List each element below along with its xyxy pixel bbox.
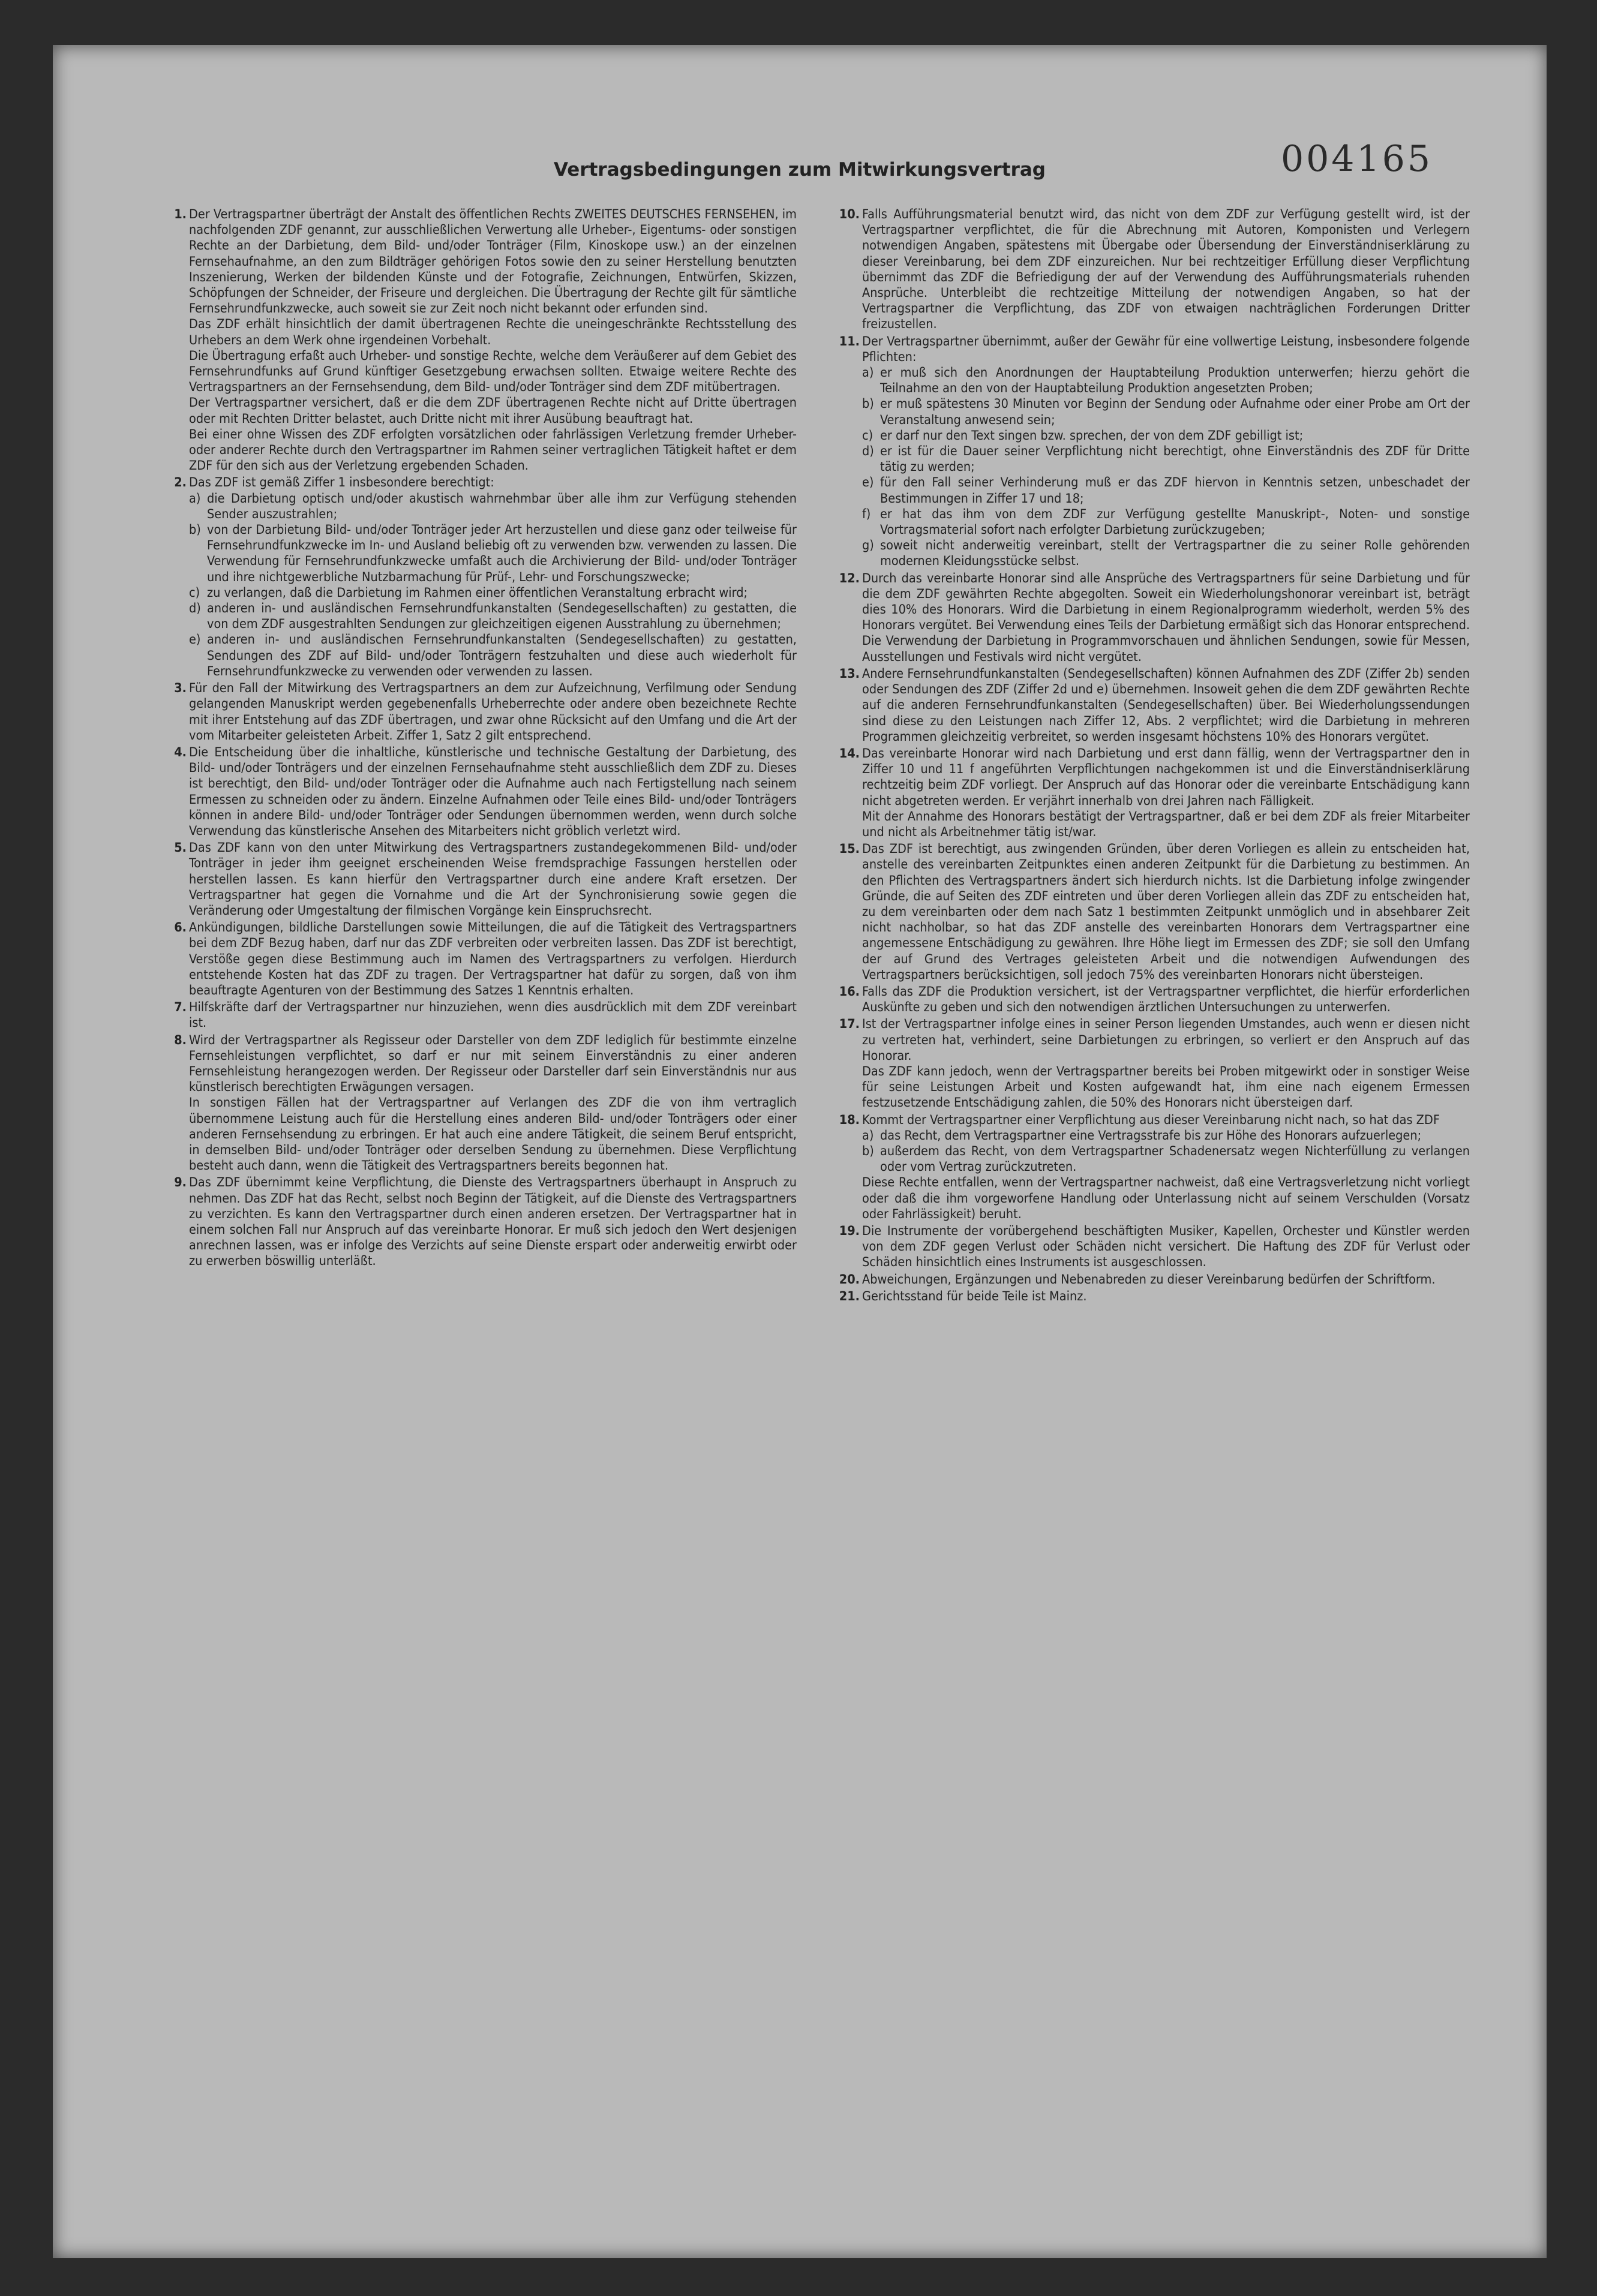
subitem-label: d) <box>862 444 874 459</box>
clause-15 <box>831 842 1470 983</box>
clause-number: 18. <box>839 1112 860 1128</box>
subitem-label: c) <box>862 428 873 443</box>
left-column <box>158 207 797 1271</box>
clause-4 <box>158 745 797 839</box>
clause-paragraph: Der Vertragspartner versichert, daß er die dem ZDF übertragenen Rechte nicht auf Dritte übertragen oder mit Rechten Dritter belastet, auch Dritte nicht mit ihrer Ausübung beauftragt hat. <box>189 395 797 426</box>
clause-10 <box>831 207 1470 333</box>
clause-20 <box>831 1272 1470 1288</box>
clause-subitem <box>189 585 797 601</box>
clause-subitem <box>862 444 1470 475</box>
clause-paragraph: Ankündigungen, bildliche Darstellungen sowie Mitteilungen, die auf die Tätigkeit des Vertragspartners bei dem ZDF Bezug haben, darf nur das ZDF verbreiten oder verbreiten lassen. Das ZDF ist berechtigt, Verstöße gegen diese Bestimmung auch im Namen des Vertragspartners zu verfolgen. Hierdurch entstehende Kosten hat das ZDF zu tragen. Der Vertragspartner hat dafür zu sorgen, daß von ihm beauftragte Agenturen von der Bestimmung des Satzes 1 Kenntnis erhalten. <box>189 920 797 998</box>
clause-number: 9. <box>174 1175 187 1191</box>
subitem-text: außerdem das Recht, von dem Vertragspartner Schadenersatz wegen Nichterfüllung zu verlangen oder vom Vertrag zurückzutreten. <box>880 1143 1470 1175</box>
document-title: Vertragsbedingungen zum Mitwirkungsvertrag <box>554 159 1046 181</box>
clause-paragraph: Durch das vereinbarte Honorar sind alle Ansprüche des Vertragspartners für seine Darbietung und für die dem ZDF gewährten Rechte abgegolten. Soweit ein Wiederholungshonorar vereinbart ist, beträgt dies 10% des Honorars. Wird die Darbietung in einem Regionalprogramm wiederholt, werden 5% des Honorars vergütet. Bei Verwendung eines Teils der Darbietung ermäßigt sich das Honorar entsprechend. Die Verwendung der Darbietung in Programmvorschauen und ähnlichen Sendungen, sowie für Messen, Ausstellungen und Festivals wird nicht vergütet. <box>862 570 1470 665</box>
contract-sheet <box>53 45 1547 2258</box>
subitem-text: anderen in- und ausländischen Fernsehrundfunkanstalten (Sendegesellschaften) zu gestatten, Sendungen des ZDF auf Bild- und/oder Tonträgern festzuhalten und diese auch wiederholt für Fernsehrundfunkzwecke zu verwenden oder verwenden zu lassen. <box>207 632 797 679</box>
subitem-text: er darf nur den Text singen bzw. sprechen, der von dem ZDF gebilligt ist; <box>880 428 1304 443</box>
subitem-text: soweit nicht anderweitig vereinbart, stellt der Vertragspartner die zu seiner Rolle gehörenden modernen Kleidungsstücke selbst. <box>880 538 1470 569</box>
clause-paragraph: Das ZDF ist berechtigt, aus zwingenden Gründen, über deren Vorliegen es allein zu entscheiden hat, anstelle des vereinbarten Zeitpunktes einen anderen Zeitpunkt für die Darbietung zu bestimmen. An den Pflichten des Vertragspartners ändert sich hierdurch nichts. Ist die Darbietung infolge zwingender Gründe, die auf Seiten des ZDF eintreten und über deren Vorliegen allein das ZDF zu entscheiden hat, zu dem vereinbarten oder dem nach Satz 1 bestimmten Zeitpunkt unmöglich und in absehbarer Zeit nicht nachholbar, so hat das ZDF anstelle des vereinbarten Honorars dem Vertragspartner eine angemessene Entschädigung zu gewähren. Ihre Höhe liegt im Ermessen des ZDF; sie soll den Umfang der auf Grund des Vertrages geleisteten Arbeit und die notwendigen Aufwendungen des Vertragspartners berücksichtigen, soll jedoch 75% des vereinbarten Honorars nicht übersteigen. <box>862 842 1470 982</box>
subitem-label: a) <box>189 491 201 506</box>
clause-21 <box>831 1289 1470 1305</box>
clause-number: 6. <box>174 920 187 936</box>
clause-paragraph: Wird der Vertragspartner als Regisseur oder Darsteller von dem ZDF lediglich für bestimmte einzelne Fernsehleistungen verpflichtet, so darf er nur mit seinem Einverständnis zu einer anderen Fernsehleistung herangezogen werden. Der Regisseur oder Darsteller darf sein Einverständnis nur aus künstlerisch berechtigten Erwägungen versagen. <box>189 1032 797 1095</box>
subitem-text: zu verlangen, daß die Darbietung im Rahmen einer öffentlichen Veranstaltung erbracht wird; <box>207 585 748 600</box>
subitem-label: b) <box>189 522 201 538</box>
clause-number: 1. <box>174 207 187 222</box>
subitem-label: e) <box>189 632 201 648</box>
clause-paragraph: Falls Aufführungsmaterial benutzt wird, das nicht von dem ZDF zur Verfügung gestellt wird, ist der Vertragspartner verpflichtet, die für die Abrechnung mit Autoren, Komponisten und Verlegern notwendigen Angaben, spätestens mit Übergabe oder Übersendung der Einverständniserklärung zu dieser Vereinbarung, bei dem ZDF einzureichen. Nur bei rechtzeitiger Erfüllung dieser Verpflichtung übernimmt das ZDF die Befriedigung der auf der Verwendung des Aufführungsmaterials ruhenden Ansprüche. Unterbleibt die rechtzeitige Mitteilung der notwendigen Angaben, so hat der Vertragspartner die Verpflichtung, das ZDF von etwaigen nachträglichen Forderungen Dritter freizustellen. <box>862 207 1470 332</box>
clause-subitem <box>862 507 1470 538</box>
subitem-text: er muß sich den Anordnungen der Hauptabteilung Produktion unterwerfen; hierzu gehört die Teilnahme an den von der Hauptabteilung Produktion angesetzten Proben; <box>880 365 1470 396</box>
clause-8 <box>158 1033 797 1174</box>
subitem-text: er muß spätestens 30 Minuten vor Beginn der Sendung oder Aufnahme oder einer Probe am Ort der Veranstaltung anwesend sein; <box>880 396 1470 428</box>
clause-number: 2. <box>174 475 187 491</box>
subitem-label: b) <box>862 1143 874 1159</box>
clause-3 <box>158 681 797 744</box>
clause-number: 10. <box>839 207 860 222</box>
clause-number: 8. <box>174 1032 187 1048</box>
subitem-text: anderen in- und ausländischen Fernsehrundfunkanstalten (Sendegesellschaften) zu gestatten, die von dem ZDF ausgestrahlten Sendungen zur gleichzeitigen eigenen Ausstrahlung zu übernehmen; <box>207 601 797 632</box>
clause-paragraph: Ist der Vertragspartner infolge eines in seiner Person liegenden Umstandes, auch wenn er diesen nicht zu vertreten hat, verhindert, seine Darbietungen zu erbringen, so verliert er den Anspruch auf das Honorar. <box>862 1017 1470 1063</box>
clause-number: 17. <box>839 1017 860 1032</box>
clause-number: 11. <box>839 333 860 349</box>
subitem-label: d) <box>189 601 201 617</box>
subitem-text: er ist für die Dauer seiner Verpflichtung nicht berechtigt, ohne Einverständnis des ZDF für Dritte tätig zu werden; <box>880 444 1470 475</box>
clause-subitem <box>862 475 1470 506</box>
clause-19 <box>831 1224 1470 1271</box>
clause-number: 5. <box>174 840 187 856</box>
clause-paragraph: Die Instrumente der vorübergehend beschäftigten Musiker, Kapellen, Orchester und Künstler werden von dem ZDF gegen Verlust oder Schäden nicht versichert. Die Haftung des ZDF für Verlust oder Schäden hinsichtlich eines Instruments ist ausgeschlossen. <box>862 1224 1470 1270</box>
clause-paragraph: Für den Fall der Mitwirkung des Vertragspartners an dem zur Aufzeichnung, Verfilmung oder Sendung gelangenden Manuskript werden gegebenenfalls Urheberrechte oder andere oben bezeichnete Rechte mit ihrer Entstehung auf das ZDF übertragen, und zwar ohne Rücksicht auf den Umfang und die Art der vom Mitarbeiter geleisteten Arbeit. Ziffer 1, Satz 2 gilt entsprechend. <box>189 681 797 743</box>
clause-13 <box>831 666 1470 745</box>
subitem-label: b) <box>862 396 874 412</box>
clause-2 <box>158 475 797 680</box>
clause-number: 3. <box>174 681 187 696</box>
clause-paragraph: Das vereinbarte Honorar wird nach Darbietung und erst dann fällig, wenn der Vertragspartner den in Ziffer 10 und 11 f angeführten Verpflichtungen nachgekommen ist und die Einverständniserklärung rechtzeitig beim ZDF vorliegt. Der Anspruch auf das Honorar oder die vereinbarte Entschädigung kann nicht abgetreten werden. Er verjährt innerhalb von drei Jahren nach Fälligkeit. <box>862 746 1470 809</box>
subitem-label: g) <box>862 538 874 554</box>
clause-paragraph: Diese Rechte entfallen, wenn der Vertragspartner nachweist, daß eine Vertragsverletzung nicht vorliegt oder daß die ihm vorgeworfene Handlung oder Unterlassung nicht auf seinem Verschulden (Vorsatz oder Fahrlässigkeit) beruht. <box>862 1175 1470 1222</box>
clause-paragraph: Mit der Annahme des Honorars bestätigt der Vertragspartner, daß er bei dem ZDF als freier Mitarbeiter und nicht als Arbeitnehmer tätig ist/war. <box>862 809 1470 840</box>
clause-paragraph: Der Vertragspartner übernimmt, außer der Gewähr für eine vollwertige Leistung, insbesondere folgende Pflichten: <box>862 333 1470 365</box>
subitem-text: die Darbietung optisch und/oder akustisch wahrnehmbar über alle ihm zur Verfügung stehenden Sender auszustrahlen; <box>207 491 797 522</box>
clause-18 <box>831 1113 1470 1222</box>
clause-1 <box>158 207 797 474</box>
clause-subitem <box>189 491 797 522</box>
clause-number: 20. <box>839 1272 860 1287</box>
clause-subitem <box>189 522 797 585</box>
right-column <box>831 207 1470 1306</box>
clause-number: 19. <box>839 1224 860 1239</box>
clause-17 <box>831 1017 1470 1111</box>
clause-subitem <box>862 396 1470 428</box>
clause-number: 4. <box>174 744 187 760</box>
clause-paragraph: Bei einer ohne Wissen des ZDF erfolgten vorsätzlichen oder fahrlässigen Verletzung fremder Urheber- oder anderer Rechte durch den Vertragspartner im Rahmen seiner vertraglichen Tätigkeit haftet er dem ZDF für den sich aus der Verletzung ergebenden Schaden. <box>189 426 797 474</box>
clause-subitem <box>862 428 1470 444</box>
clause-paragraph: Kommt der Vertragspartner einer Verpflichtung aus dieser Vereinbarung nicht nach, so hat das ZDF <box>862 1112 1440 1128</box>
clause-paragraph: Gerichtsstand für beide Teile ist Mainz. <box>862 1288 1087 1304</box>
clause-9 <box>158 1175 797 1269</box>
clause-subitem <box>862 538 1470 569</box>
clause-number: 13. <box>839 666 860 681</box>
document-number: 004165 <box>1280 138 1433 180</box>
subitem-label: e) <box>862 475 874 491</box>
clause-paragraph: Der Vertragspartner überträgt der Anstalt des öffentlichen Rechts ZWEITES DEUTSCHES FERNSEHEN, im nachfolgenden ZDF genannt, zur ausschließlichen Verwertung alle Urheber-, Eigentums- oder sonstigen Rechte an der Darbietung, dem Bild- und/oder Tonträger (Film, Kinoskope usw.) an der einzelnen Fernsehaufnahme, an den zum Bildträger gehörigen Fotos sowie den zu seiner Herstellung benutzten Inszenierung, Werken der bildenden Künste und der Fotografie, Zeichnungen, Entwürfen, Skizzen, Schöpfungen der Schneider, der Friseure und dergleichen. Die Übertragung der Rechte gilt für sämtliche Fernsehrundfunkzwecke, auch soweit sie zur Zeit noch nicht bekannt oder erfunden sind. <box>189 207 797 317</box>
clause-paragraph: Das ZDF erhält hinsichtlich der damit übertragenen Rechte die uneingeschränkte Rechtsstellung des Urhebers an dem Werk ohne irgendeinen Vorbehalt. <box>189 317 797 348</box>
subitem-text: für den Fall seiner Verhinderung muß er das ZDF hiervon in Kenntnis setzen, unbeschadet der Bestimmungen in Ziffer 17 und 18; <box>880 475 1470 506</box>
clause-paragraph: In sonstigen Fällen hat der Vertragspartner auf Verlangen des ZDF die von ihm vertraglich übernommene Leistung auch für die Herstellung eines anderen Bild- und/oder Tonträgers oder einer anderen Fernsehsendung zu erbringen. Er hat auch eine andere Tätigkeit, die seinem Beruf entspricht, in demselben Bild- und/oder Tonträger oder derselben Sendung zu übernehmen. Diese Verpflichtung besteht auch dann, wenn die Tätigkeit des Vertragspartners bereits begonnen hat. <box>189 1095 797 1174</box>
clause-subitem <box>862 1128 1470 1144</box>
clause-11 <box>831 334 1470 570</box>
clause-subitem <box>189 601 797 632</box>
clause-paragraph: Falls das ZDF die Produktion versichert, ist der Vertragspartner verpflichtet, die hierfür erforderlichen Auskünfte zu geben und sich den notwendigen ärztlichen Untersuchungen zu unterwerfen. <box>862 984 1470 1015</box>
subitem-label: a) <box>862 365 874 381</box>
clause-paragraph: Das ZDF kann von den unter Mitwirkung des Vertragspartners zustandegekommenen Bild- und/oder Tonträger in jeder ihm geeignet erscheinenden Weise fremdsprachige Fassungen herstellen oder herstellen lassen. Es kann hierfür den Vertragspartner durch eine andere Kraft ersetzen. Der Vertragspartner hat gegen die Vornahme und die Art der Synchronisierung sowie gegen die Veränderung oder Umgestaltung der filmischen Vorgänge kein Einspruchsrecht. <box>189 840 797 918</box>
subitem-text: von der Darbietung Bild- und/oder Tonträger jeder Art herzustellen und diese ganz oder teilweise für Fernsehrundfunkzwecke im In- und Ausland beliebig oft zu verwenden bzw. verwenden zu lassen. Die Verwendung für Fernsehrundfunkzwecke umfaßt auch die Archivierung der Bild- und/oder Tonträger und ihre nichtgewerbliche Nutzbarmachung für Prüf-, Lehr- und Forschungszwecke; <box>207 522 797 585</box>
clause-number: 14. <box>839 746 860 761</box>
clause-subitem <box>189 632 797 680</box>
subitem-label: a) <box>862 1128 874 1143</box>
subitem-label: c) <box>189 585 200 600</box>
subitem-text: er hat das ihm von dem ZDF zur Verfügung gestellte Manuskript-, Noten- und sonstige Vortragsmaterial sofort nach erfolgter Darbietung zurückzugeben; <box>880 506 1470 538</box>
clause-16 <box>831 984 1470 1015</box>
clause-paragraph: Abweichungen, Ergänzungen und Nebenabreden zu dieser Vereinbarung bedürfen der Schriftform. <box>862 1272 1436 1287</box>
clause-paragraph: Die Übertragung erfaßt auch Urheber- und sonstige Rechte, welche dem Veräußerer auf dem Gebiet des Fernsehrundfunks auf Grund künftiger Gesetzgebung erwachsen sollten. Etwaige weitere Rechte des Vertragspartners an der Fernsehsendung, dem Bild- und/oder Tonträger sind dem ZDF mitübertragen. <box>189 348 797 395</box>
clause-number: 15. <box>839 842 860 857</box>
clause-paragraph: Die Entscheidung über die inhaltliche, künstlerische und technische Gestaltung der Darbietung, des Bild- und/oder Tonträgers und der einzelnen Fernsehaufnahme steht ausschließlich dem ZDF zu. Dieses ist berechtigt, den Bild- und/oder Tonträger oder die Aufnahme auch nach Fertigstellung nach seinem Ermessen zu schneiden oder zu ändern. Einzelne Aufnahmen oder Teile eines Bild- und/oder Tonträgers können in andere Bild- und/oder Tonträger oder Sendungen übernommen werden, wenn durch solche Verwendung das künstlerische Ansehen des Mitarbeiters nicht gröblich verletzt wird. <box>189 744 797 839</box>
clause-5 <box>158 840 797 919</box>
clause-subitem <box>862 365 1470 396</box>
clause-paragraph: Andere Fernsehrundfunkanstalten (Sendegesellschaften) können Aufnahmen des ZDF (Ziffer 2b) senden oder Sendungen des ZDF (Ziffer 2d und e) übernehmen. Insoweit gehen die dem ZDF gewährten Rechte auf die anderen Fernsehrundfunkanstalten (Sendegesellschaften) über. Bei Wiederholungssendungen sind diese zu den Leistungen nach Ziffer 12, Abs. 2 verpflichtet; wird die Darbietung in mehreren Programmen gleichzeitig verbreitet, so werden insgesamt höchstens 10% des Honorars vergütet. <box>862 666 1470 744</box>
clause-number: 12. <box>839 570 860 586</box>
clause-paragraph: Das ZDF ist gemäß Ziffer 1 insbesondere berechtigt: <box>189 475 494 491</box>
clause-14 <box>831 746 1470 840</box>
clause-number: 21. <box>839 1288 860 1304</box>
clause-number: 7. <box>174 1000 187 1015</box>
subitem-text: das Recht, dem Vertragspartner eine Vertragsstrafe bis zur Höhe des Honorars aufzuerlegen; <box>880 1128 1422 1143</box>
clause-number: 16. <box>839 984 860 999</box>
clause-12 <box>831 571 1470 665</box>
clause-6 <box>158 920 797 999</box>
clause-paragraph: Das ZDF kann jedoch, wenn der Vertragspartner bereits bei Proben mitgewirkt oder in sonstiger Weise für seine Leistungen Arbeit und Kosten aufgewandt hat, ihm eine nach eigenem Ermessen festzusetzende Entschädigung zahlen, die 50% des Honorars nicht übersteigen darf. <box>862 1063 1470 1111</box>
clause-paragraph: Das ZDF übernimmt keine Verpflichtung, die Dienste des Vertragspartners überhaupt in Anspruch zu nehmen. Das ZDF hat das Recht, selbst noch Beginn der Tätigkeit, auf die Dienste des Vertragspartners zu verzichten. Es kann den Vertragspartner durch einen anderen ersetzen. Der Vertragspartner hat in einem solchen Fall nur Anspruch auf das vereinbarte Honorar. Er muß sich jedoch den Wert desjenigen anrechnen lassen, was er infolge des Verzichts auf seine Dienste erspart oder anderweitig erwirbt oder zu erwerben böswillig unterläßt. <box>189 1175 797 1269</box>
clause-subitem <box>862 1144 1470 1175</box>
clause-7 <box>158 1000 797 1031</box>
clause-paragraph: Hilfskräfte darf der Vertragspartner nur hinzuziehen, wenn dies ausdrücklich mit dem ZDF vereinbart ist. <box>189 1000 797 1031</box>
subitem-label: f) <box>862 506 871 522</box>
